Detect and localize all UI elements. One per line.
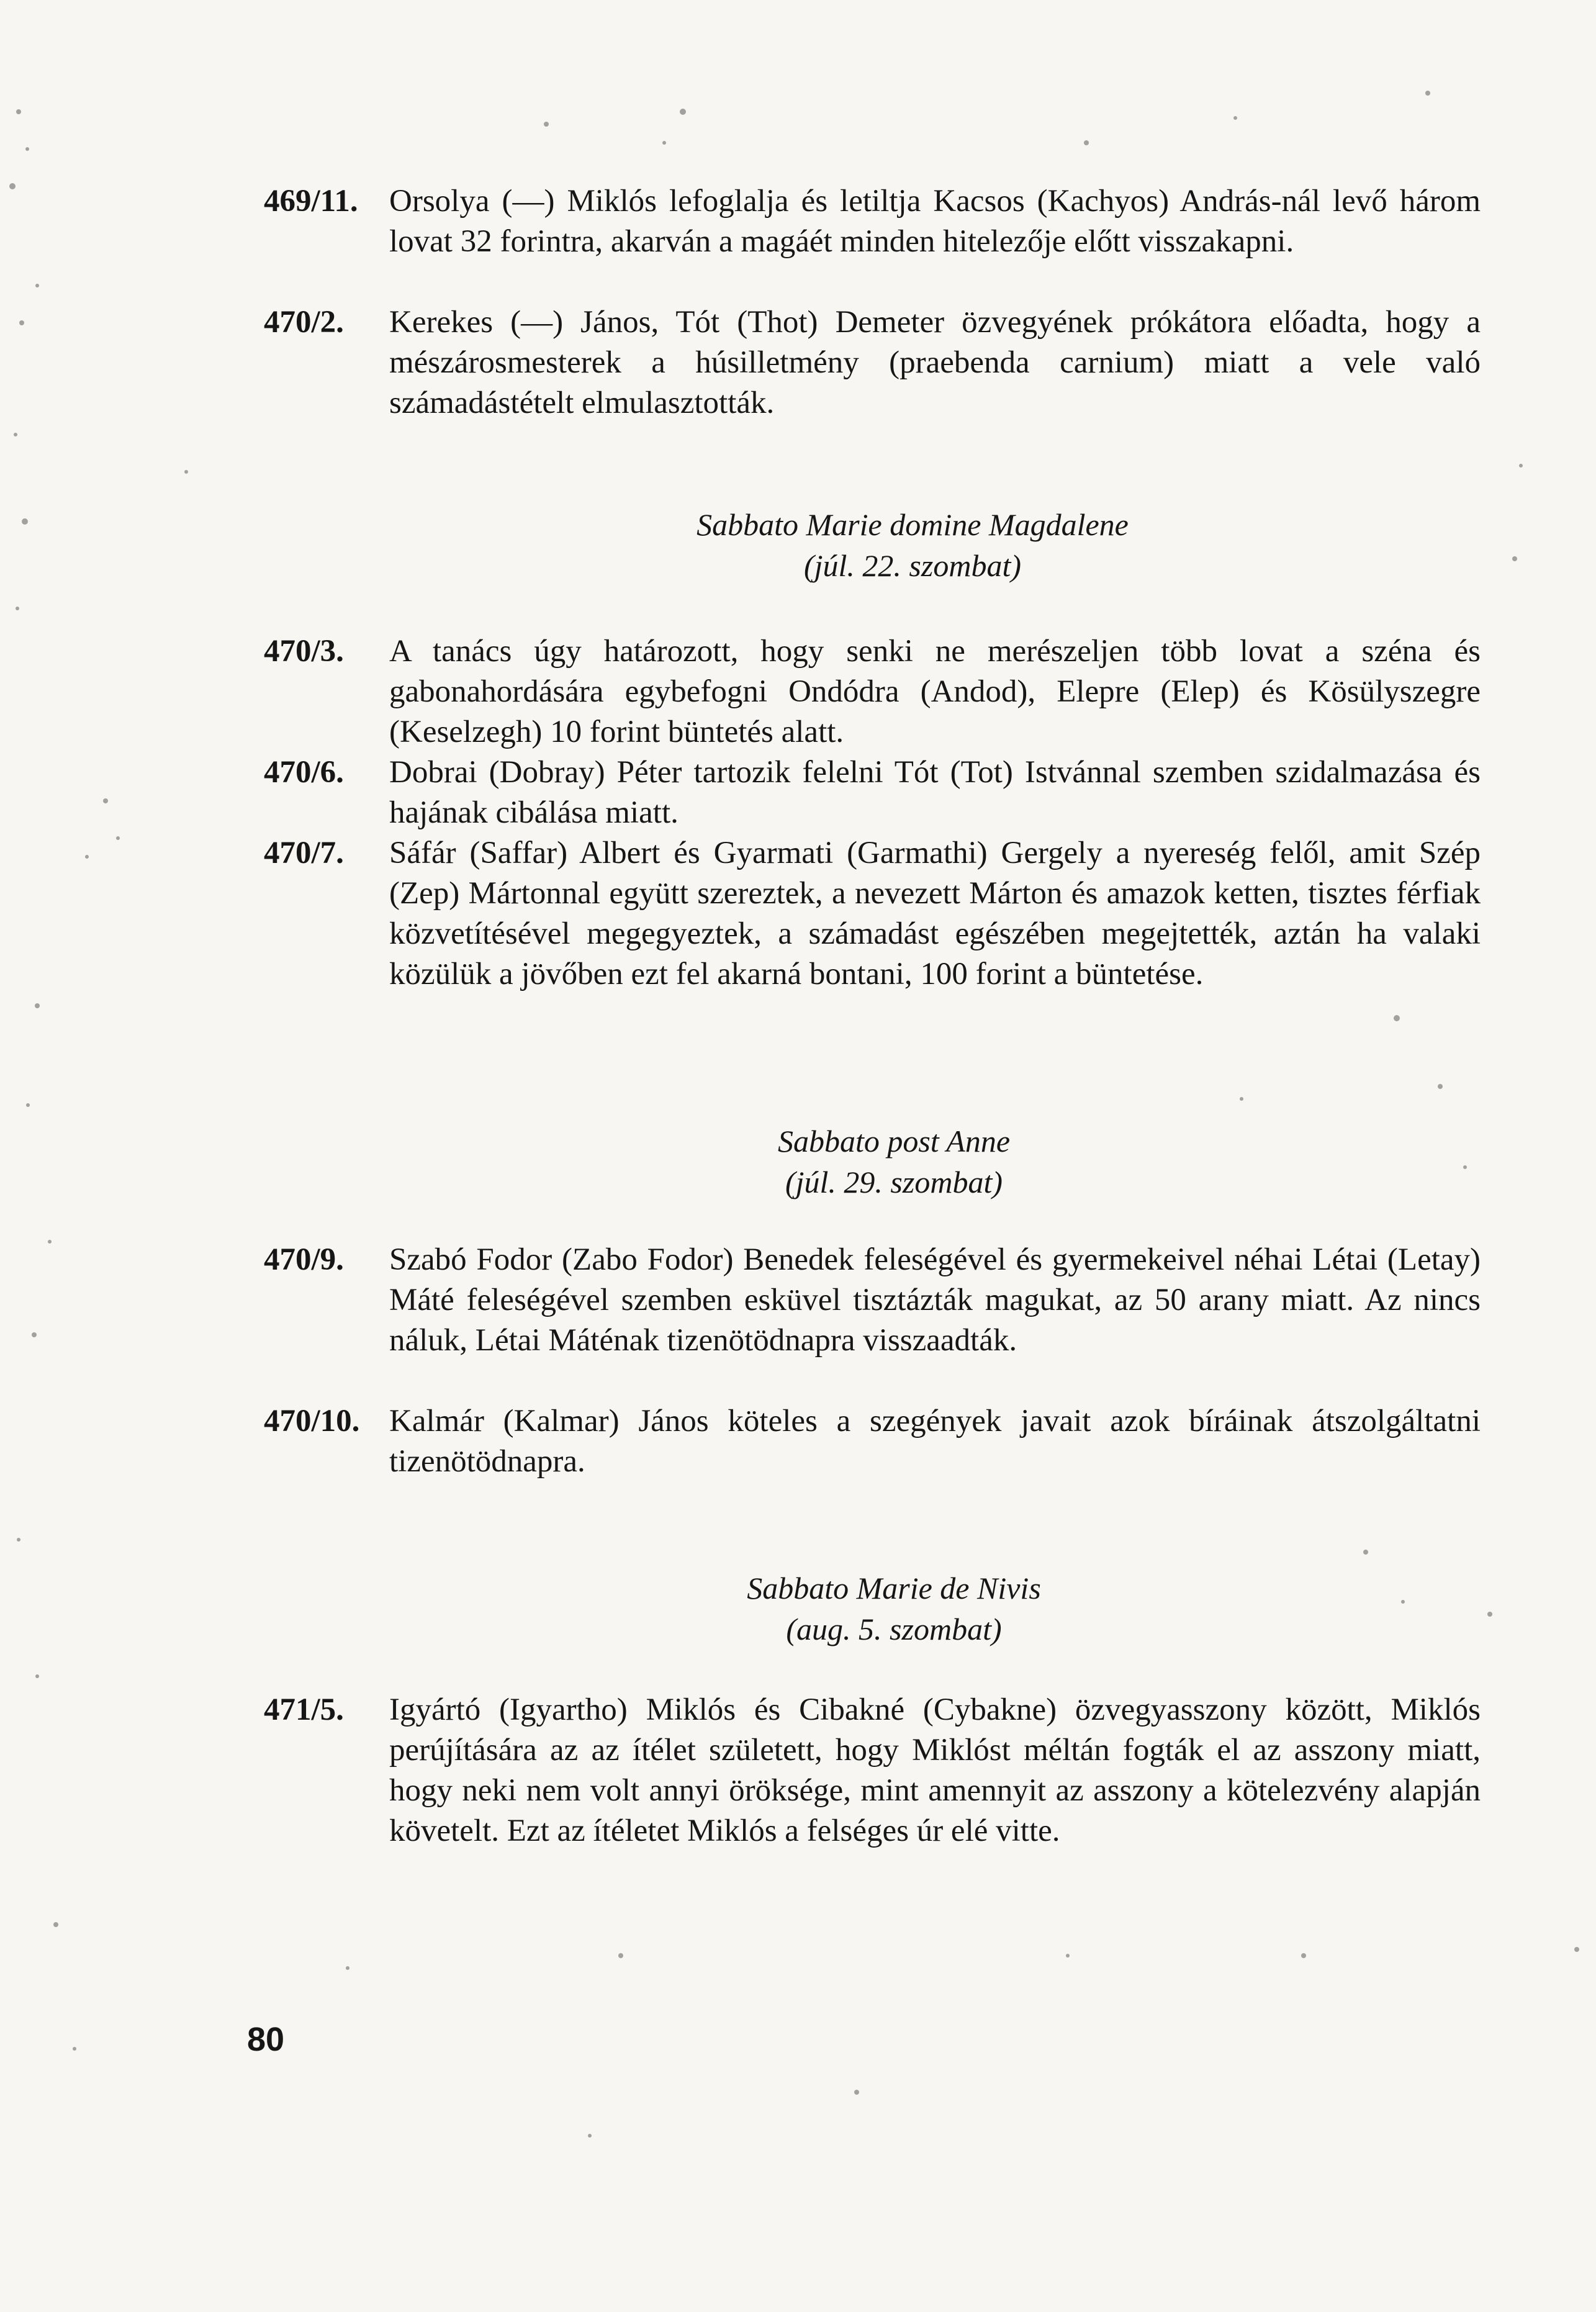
entry <box>264 752 1481 833</box>
entry-text: Igyártó (Igyartho) Miklós és Cibakné (Cybakne) özvegyasszony között, Miklós perújítására az az ítélet született, hogy Miklóst méltán fogták el az asszony miatt, hogy neki nem volt annyi öröksége, mint amennyit az asszony a kötelezvény alapján követelt. Ezt az ítéletet Miklós a felséges úr elé vitte. <box>389 1692 1481 1848</box>
entry-number: 470/10. <box>264 1404 360 1438</box>
entry <box>264 302 1481 423</box>
entry-text: Szabó Fodor (Zabo Fodor) Benedek feleségével és gyermekeivel néhai Létai (Letay) Máté feleségével szemben esküvel tisztázták magukat, az 50 arany miatt. Az nincs náluk, Létai Máténak tizenötödnapra visszaadták. <box>389 1242 1481 1358</box>
date-heading <box>646 1568 1142 1650</box>
heading-title: Sabbato Marie de Nivis <box>747 1571 1041 1605</box>
entry-number: 469/11. <box>264 184 358 219</box>
entry-text: Orsolya (—) Miklós lefoglalja és letiltja Kacsos (Kachyos) András-nál levő három lovat 32 forintra, akarván a magáét minden hitelezője előtt visszakapni. <box>389 184 1481 259</box>
heading-date: (júl. 22. szombat) <box>804 548 1021 583</box>
date-heading <box>571 504 1254 586</box>
entry <box>264 1240 1481 1361</box>
page-number: 80 <box>247 2021 285 2058</box>
heading-title: Sabbato post Anne <box>777 1124 1011 1158</box>
entry <box>264 1690 1481 1851</box>
entry <box>264 181 1481 262</box>
entry <box>264 833 1481 995</box>
date-heading <box>670 1121 1117 1203</box>
entry-number: 470/9. <box>264 1242 344 1277</box>
entry-number: 470/6. <box>264 755 344 790</box>
entry-number: 470/3. <box>264 634 344 669</box>
heading-date: (júl. 29. szombat) <box>785 1165 1003 1199</box>
entry-text: Kalmár (Kalmar) János köteles a szegények javait azok bíráinak átszolgáltatni tizenötödnapra. <box>389 1404 1481 1479</box>
heading-title: Sabbato Marie domine Magdalene <box>697 507 1129 542</box>
entry-number: 470/7. <box>264 836 344 870</box>
entry-number: 470/2. <box>264 305 344 340</box>
entry-text: A tanács úgy határozott, hogy senki ne merészeljen több lovat a széna és gabonahordására egybefogni Ondódra (Andod), Elepre (Elep) és Kösülyszegre (Keselzegh) 10 forint büntetés alatt. <box>389 634 1481 749</box>
entry-text: Dobrai (Dobray) Péter tartozik felelni Tót (Tot) Istvánnal szemben szidalmazása és hajának cibálása miatt. <box>389 755 1481 830</box>
heading-date: (aug. 5. szombat) <box>786 1612 1002 1646</box>
entry <box>264 631 1481 752</box>
entry-text: Sáfár (Saffar) Albert és Gyarmati (Garmathi) Gergely a nyereség felől, amit Szép (Zep) Mártonnal együtt szereztek, a nevezett Márton és amazok ketten, tisztes férfiak közvetítésével megegyeztek, a számadást egészében megejtették, aztán ha valaki közülük a jövőben ezt fel akarná bontani, 100 forint a büntetése. <box>389 836 1481 991</box>
entry-text: Kerekes (—) János, Tót (Thot) Demeter özvegyének prókátora előadta, hogy a mészárosmesterek a húsilletmény (praebenda carnium) miatt a vele való számadástételt elmulasztották. <box>389 305 1481 420</box>
entry-number: 471/5. <box>264 1692 344 1727</box>
entry <box>264 1401 1481 1482</box>
